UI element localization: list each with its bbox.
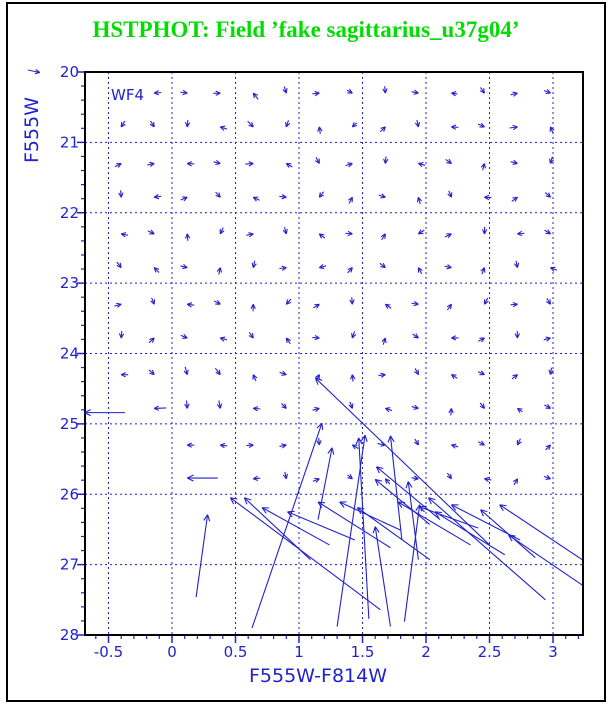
x-axis-label: F555W-F814W xyxy=(248,665,388,687)
grid-arrow-head xyxy=(182,93,187,95)
grid-arrow-head xyxy=(550,159,551,164)
grid-arrow-head xyxy=(418,233,423,234)
long-arrow xyxy=(230,498,380,610)
grid-arrow-head xyxy=(187,370,188,375)
grid-arrow-head xyxy=(414,304,419,306)
y-tick-label: 25 xyxy=(59,414,79,433)
grid-arrow-head xyxy=(282,197,287,199)
y-tick-label: 22 xyxy=(59,203,79,222)
long-arrow-head xyxy=(208,515,210,522)
long-arrow xyxy=(404,505,419,622)
x-tick-label: 0 xyxy=(167,643,177,661)
grid-arrow-head xyxy=(414,479,419,481)
grid-arrow-head xyxy=(319,268,324,269)
grid-arrow-head xyxy=(286,88,287,93)
long-arrow xyxy=(318,448,332,520)
grid-arrow-head xyxy=(418,163,423,164)
grid-arrow-head xyxy=(352,333,353,338)
y-tick-label: 28 xyxy=(59,626,79,644)
x-tick-label: -0.5 xyxy=(93,643,124,661)
long-arrow-head xyxy=(332,448,334,455)
long-arrow xyxy=(288,512,355,540)
long-arrow xyxy=(337,435,365,626)
grid-arrow-head xyxy=(381,445,386,446)
grid-arrow-head xyxy=(314,407,319,408)
grid-arrow-head xyxy=(149,162,154,163)
x-tick-label: 3 xyxy=(548,643,558,661)
grid-arrow-head xyxy=(154,122,155,127)
grid-arrow-head xyxy=(484,477,489,478)
long-arrow-head xyxy=(365,435,367,442)
grid-arrow-head xyxy=(121,233,126,234)
grid-arrow-head xyxy=(546,337,551,338)
grid-arrow-head xyxy=(451,92,456,94)
y-tick-label: 26 xyxy=(59,485,79,504)
grid-arrow-head xyxy=(517,263,518,268)
grid-arrow-head xyxy=(215,163,220,164)
gridlines-group xyxy=(85,72,583,635)
grid-arrow-head xyxy=(220,337,225,338)
plot-title: HSTPHOT: Field ’fake sagittarius_u37g04’ xyxy=(92,17,520,42)
grid-arrow-head xyxy=(286,474,287,479)
grid-arrow-head xyxy=(286,229,287,234)
grid-arrow-head xyxy=(513,92,518,93)
x-tick-label: 2.5 xyxy=(477,643,502,661)
long-arrow-head xyxy=(435,512,442,513)
plot-frame-group xyxy=(85,72,583,635)
y-tick-label: 20 xyxy=(59,63,79,81)
grid-arrow-head xyxy=(220,126,225,127)
long-arrow-head xyxy=(356,438,359,444)
stray-arrow-head xyxy=(35,72,40,73)
grid-arrow-head xyxy=(220,268,221,273)
long-arrow-head xyxy=(406,482,408,489)
grid-arrow-head xyxy=(347,163,352,164)
long-arrow xyxy=(196,515,207,597)
y-tick-label: 23 xyxy=(59,274,79,293)
ticks-group xyxy=(77,72,578,643)
grid-arrow-head xyxy=(314,304,319,305)
grid-arrow-head xyxy=(352,403,353,408)
plot-frame xyxy=(85,72,583,635)
grid-arrow-head xyxy=(220,404,221,409)
grid-arrow-head xyxy=(413,408,418,409)
grid-arrow-head xyxy=(248,233,253,234)
long-arrow xyxy=(435,512,505,555)
grid-arrow-head xyxy=(182,268,187,269)
grid-arrow-head xyxy=(380,197,385,198)
long-arrow xyxy=(340,502,401,530)
grid-arrow-head xyxy=(282,266,287,268)
grid-arrow-head xyxy=(549,370,551,375)
long-arrow xyxy=(390,436,401,540)
grid-arrow-head xyxy=(484,163,485,168)
grid-arrow-head xyxy=(385,408,390,409)
long-arrow xyxy=(375,527,390,627)
grid-arrow-head xyxy=(451,444,456,445)
grid-arrow-head xyxy=(513,125,518,127)
grid-arrow-head xyxy=(220,443,225,445)
grid-arrow-head xyxy=(286,122,287,127)
arrows-group xyxy=(28,69,582,628)
grid-arrow-head xyxy=(252,263,253,268)
long-arrow xyxy=(420,507,478,528)
y-tick-label: 24 xyxy=(59,344,79,363)
grid-arrow-head xyxy=(385,338,386,343)
y-tick-label: 21 xyxy=(59,133,79,152)
y-tick-label: 27 xyxy=(59,555,79,574)
grid-arrow-head xyxy=(381,373,386,375)
long-arrow-head xyxy=(398,502,405,503)
x-tick-label: 1 xyxy=(294,643,304,661)
grid-arrow-head xyxy=(154,197,159,199)
grid-arrow-head xyxy=(550,299,551,304)
long-arrow xyxy=(500,505,583,560)
long-arrow-head xyxy=(388,436,390,443)
grid-arrow-head xyxy=(546,479,551,480)
grid-arrow-head xyxy=(318,127,320,132)
grid-arrow-head xyxy=(414,93,419,94)
long-arrow xyxy=(376,467,440,520)
x-tick-label: 0.5 xyxy=(223,643,248,661)
grid-arrow-head xyxy=(116,303,121,304)
grid-arrow-head xyxy=(417,197,418,202)
tick-labels-group xyxy=(60,63,558,661)
grid-arrow-head xyxy=(187,303,192,305)
grid-arrow-head xyxy=(418,122,419,127)
grid-arrow-head xyxy=(281,444,286,445)
y-axis-label: F555W xyxy=(21,97,43,163)
grid-arrow-head xyxy=(513,163,518,164)
long-arrow-head xyxy=(420,506,427,507)
grid-arrow-head xyxy=(447,268,452,269)
field-label: WF4 xyxy=(111,86,145,104)
long-arrow-head xyxy=(373,527,375,534)
x-tick-label: 1.5 xyxy=(350,643,375,661)
long-arrow xyxy=(316,378,490,545)
long-arrow-head xyxy=(322,423,323,430)
long-arrow xyxy=(252,423,322,628)
grid-arrow-head xyxy=(281,375,286,376)
x-tick-label: 2 xyxy=(421,643,431,661)
